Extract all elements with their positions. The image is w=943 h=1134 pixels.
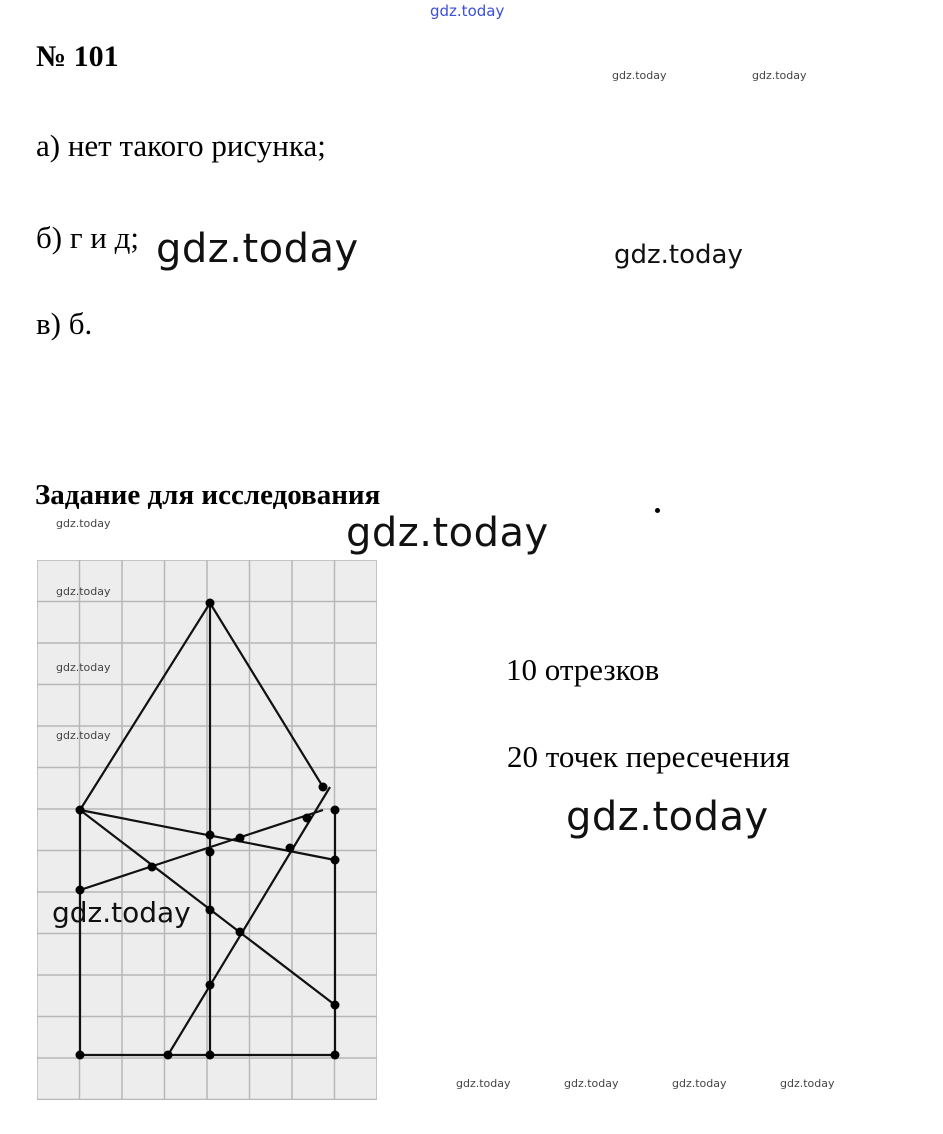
watermark-small: gdz.today bbox=[564, 1077, 619, 1090]
watermark-small: gdz.today bbox=[56, 517, 111, 530]
intersection-point bbox=[319, 783, 328, 792]
answer-c: в) б. bbox=[36, 306, 93, 341]
answer-a: а) нет такого рисунка; bbox=[36, 128, 326, 163]
watermark-small: gdz.today bbox=[672, 1077, 727, 1090]
intersection-point bbox=[206, 831, 215, 840]
grid-figure bbox=[37, 560, 377, 1100]
intersection-point bbox=[76, 806, 85, 815]
intersection-point bbox=[236, 834, 245, 843]
watermark-large: gdz.today bbox=[346, 510, 549, 556]
watermark-medium: gdz.today bbox=[614, 240, 743, 270]
intersection-point bbox=[206, 599, 215, 608]
answer-b: б) г и д; bbox=[36, 220, 140, 255]
intersection-point bbox=[164, 1051, 173, 1060]
intersection-point bbox=[76, 886, 85, 895]
watermark-small: gdz.today bbox=[56, 729, 111, 742]
segments-count: 10 отрезков bbox=[506, 652, 660, 687]
watermark-small: gdz.today bbox=[56, 661, 111, 674]
intersection-point bbox=[206, 1051, 215, 1060]
watermark-small: gdz.today bbox=[56, 585, 111, 598]
intersection-point bbox=[303, 814, 312, 823]
top-watermark: gdz.today bbox=[430, 2, 505, 20]
intersection-point bbox=[286, 844, 295, 853]
watermark-large: gdz.today bbox=[566, 794, 769, 840]
intersection-point bbox=[76, 1051, 85, 1060]
intersection-point bbox=[331, 856, 340, 865]
intersection-point bbox=[331, 1001, 340, 1010]
intersection-point bbox=[206, 906, 215, 915]
intersection-point bbox=[206, 981, 215, 990]
watermark-large: gdz.today bbox=[156, 226, 359, 272]
intersection-point bbox=[206, 848, 215, 857]
intersections-count: 20 точек пересечения bbox=[507, 739, 791, 774]
watermark-small: gdz.today bbox=[752, 69, 807, 82]
section-heading: Задание для исследования bbox=[35, 479, 381, 511]
intersection-point bbox=[331, 1051, 340, 1060]
stray-dot bbox=[655, 508, 660, 513]
intersection-point bbox=[148, 863, 157, 872]
watermark-small: gdz.today bbox=[612, 69, 667, 82]
watermark-medium: gdz.today bbox=[52, 896, 191, 929]
intersection-point bbox=[236, 928, 245, 937]
problem-number: № 101 bbox=[36, 40, 119, 73]
watermark-small: gdz.today bbox=[780, 1077, 835, 1090]
watermark-small: gdz.today bbox=[456, 1077, 511, 1090]
intersection-point bbox=[331, 806, 340, 815]
